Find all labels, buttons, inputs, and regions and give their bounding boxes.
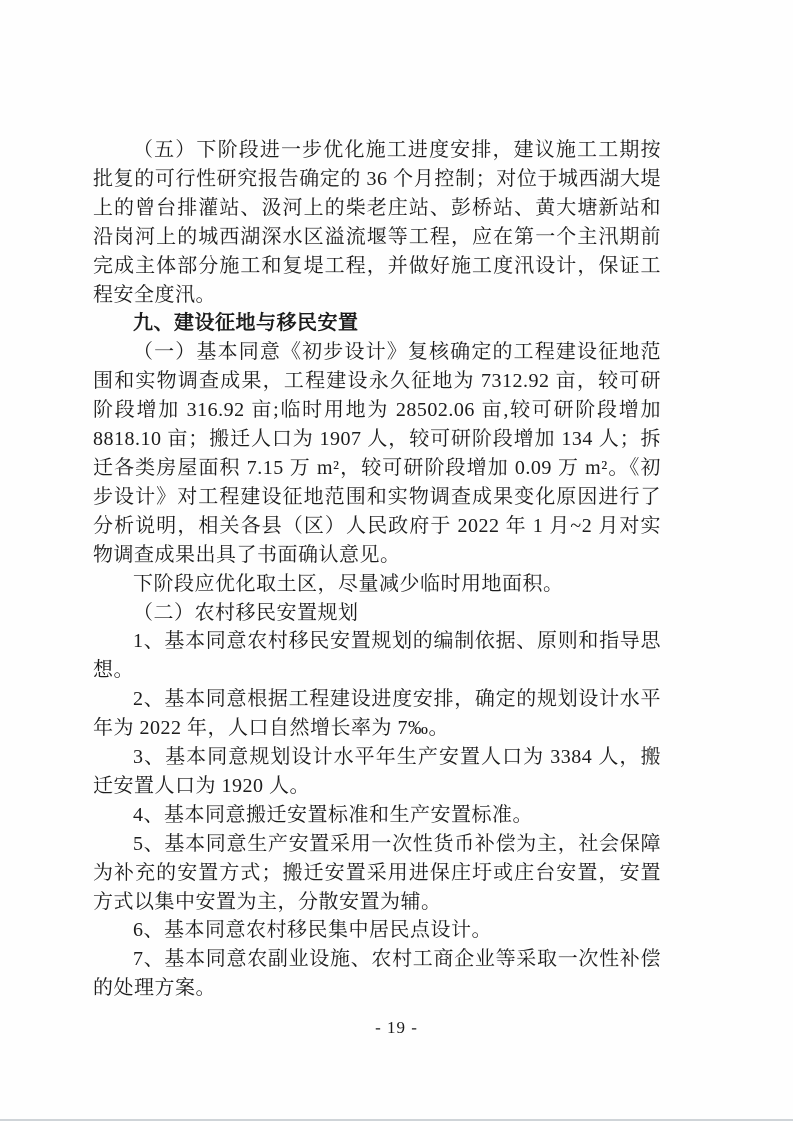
- document-content: [93, 136, 661, 1003]
- paragraph: 4、基本同意搬迁安置标准和生产安置标准。: [133, 803, 533, 826]
- paragraph: 7、基本同意农副业设施、农村工商企业等采取一次性补偿的处理方案。: [93, 948, 661, 1000]
- section-heading: 九、建设征地与移民安置: [133, 312, 359, 335]
- paragraph: 3、基本同意规划设计水平年生产安置人口为 3384 人，搬迁安置人口为 1920 人。: [93, 746, 661, 797]
- paragraph: 下阶段应优化取土区，尽量减少临时用地面积。: [133, 572, 564, 595]
- paragraph: （二）农村移民安置规划: [133, 601, 359, 624]
- paragraph: 1、基本同意农村移民安置规划的编制依据、原则和指导思想。: [93, 630, 661, 682]
- paragraph: 2、基本同意根据工程建设进度安排，确定的规划设计水平年为 2022 年，人口自然增长率为 7‰。: [93, 688, 661, 740]
- page-number: - 19 -: [375, 1018, 418, 1037]
- paragraph: （一）基本同意《初步设计》复核确定的工程建设征地范围和实物调查成果，工程建设永久征地为 7312.92 亩，较可研阶段增加 316.92 亩;临时用地为 28502.06 亩,较可研阶段增加 8818.10 亩；搬迁人口为 1907 人，较可研阶段增加 134 人；拆迁各类房屋面积 7.15 万 m²，较可研阶段增加 0.09 万 m²。《初步设计》对工程建设征地范围和实物调查成果变化原因进行了分析说明，相关各县（区）人民政府于 2022 年 1 月~2 月对实物调查成果出具了书面确认意见。: [93, 341, 661, 566]
- paragraph: （五）下阶段进一步优化施工进度安排，建议施工工期按批复的可行性研究报告确定的 36 个月控制；对位于城西湖大堤上的曾台排灌站、汲河上的柴老庄站、彭桥站、黄大塘新站和沿岗河上的城西湖深水区溢流堰等工程，应在第一个主汛期前完成主体部分施工和复堤工程，并做好施工度汛设计，保证工程安全度汛。: [93, 139, 661, 306]
- paragraph: 6、基本同意农村移民集中居民点设计。: [133, 919, 492, 942]
- paragraph: 5、基本同意生产安置采用一次性货币补偿为主，社会保障为补充的安置方式；搬迁安置采用进保庄圩或庄台安置，安置方式以集中安置为主，分散安置为辅。: [93, 832, 661, 913]
